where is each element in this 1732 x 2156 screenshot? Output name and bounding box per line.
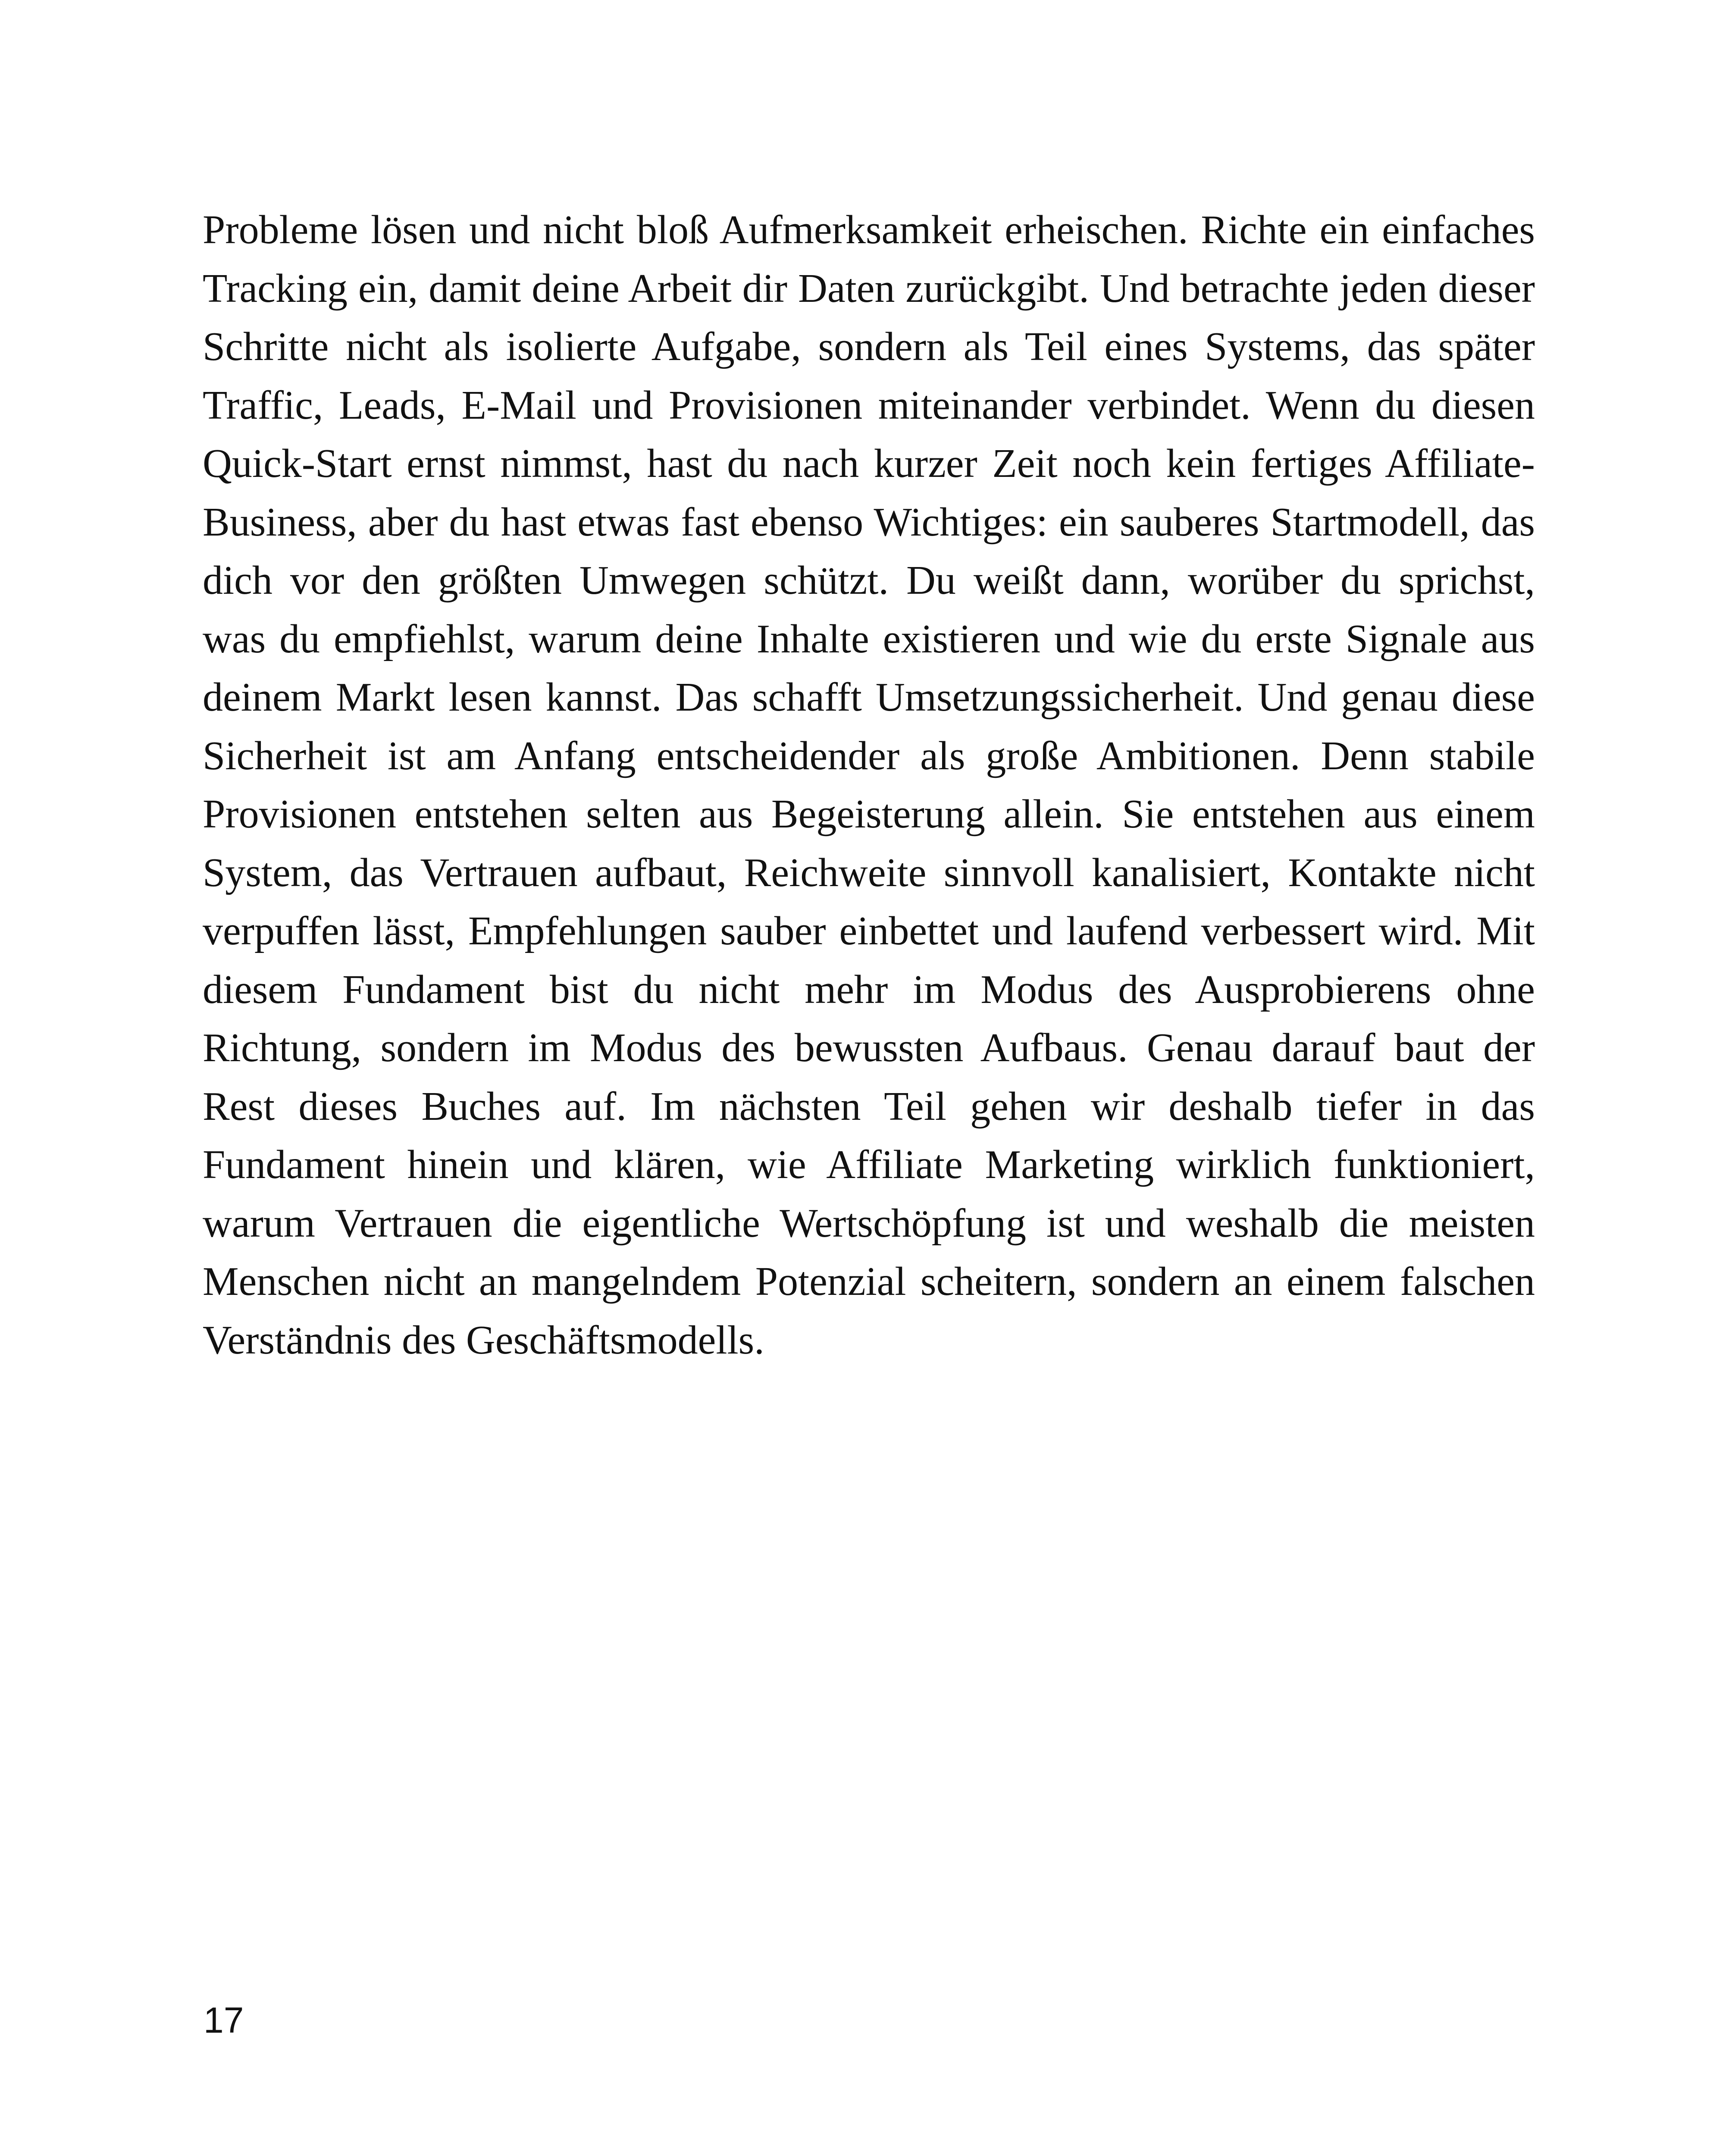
text-line: Fundament hinein und klären, wie Affiliate Marketing wirklich funktioniert, — [203, 1142, 1535, 1187]
text-line: Verständnis des Geschäftsmodells. — [203, 1317, 764, 1363]
text-line: System, das Vertrauen aufbaut, Reichweite sinnvoll kanalisiert, Kontakte nicht — [203, 850, 1535, 895]
text-line: Quick-Start ernst nimmst, hast du nach kurzer Zeit noch kein fertiges Affiliate- — [203, 441, 1535, 486]
text-line: Provisionen entstehen selten aus Begeisterung allein. Sie entstehen aus einem — [203, 792, 1535, 837]
text-line: Rest dieses Buches auf. Im nächsten Teil gehen wir deshalb tiefer in das — [203, 1084, 1535, 1129]
text-line: Probleme lösen und nicht bloß Aufmerksamkeit erheischen. Richte ein einfaches — [203, 207, 1535, 252]
text-line: Richtung, sondern im Modus des bewussten Aufbaus. Genau darauf baut der — [203, 1025, 1535, 1070]
text-line: Menschen nicht an mangelndem Potenzial scheitern, sondern an einem falschen — [203, 1259, 1535, 1304]
text-line: Business, aber du hast etwas fast ebenso Wichtiges: ein sauberes Startmodell, das — [203, 499, 1535, 545]
text-line: verpuffen lässt, Empfehlungen sauber einbettet und laufend verbessert wird. Mit — [203, 909, 1535, 953]
page-number: 17 — [204, 2000, 244, 2040]
text-line: warum Vertrauen die eigentliche Wertschöpfung ist und weshalb die meisten — [203, 1200, 1535, 1246]
text-line: dich vor den größten Umwegen schützt. Du weißt dann, worüber du sprichst, — [203, 558, 1535, 603]
text-line: Traffic, Leads, E-Mail und Provisionen miteinander verbindet. Wenn du diesen — [203, 382, 1535, 428]
text-line: Schritte nicht als isolierte Aufgabe, sondern als Teil eines Systems, das später — [203, 324, 1535, 369]
text-line: Sicherheit ist am Anfang entscheidender als große Ambitionen. Denn stabile — [203, 733, 1535, 778]
body-paragraph — [203, 201, 1535, 1369]
text-line: Tracking ein, damit deine Arbeit dir Daten zurückgibt. Und betrachte jeden dieser — [203, 266, 1535, 311]
text-line: diesem Fundament bist du nicht mehr im Modus des Ausprobierens ohne — [203, 967, 1535, 1012]
text-line: deinem Markt lesen kannst. Das schafft Umsetzungssicherheit. Und genau diese — [203, 675, 1535, 720]
text-line: was du empfiehlst, warum deine Inhalte existieren und wie du erste Signale aus — [203, 616, 1535, 661]
